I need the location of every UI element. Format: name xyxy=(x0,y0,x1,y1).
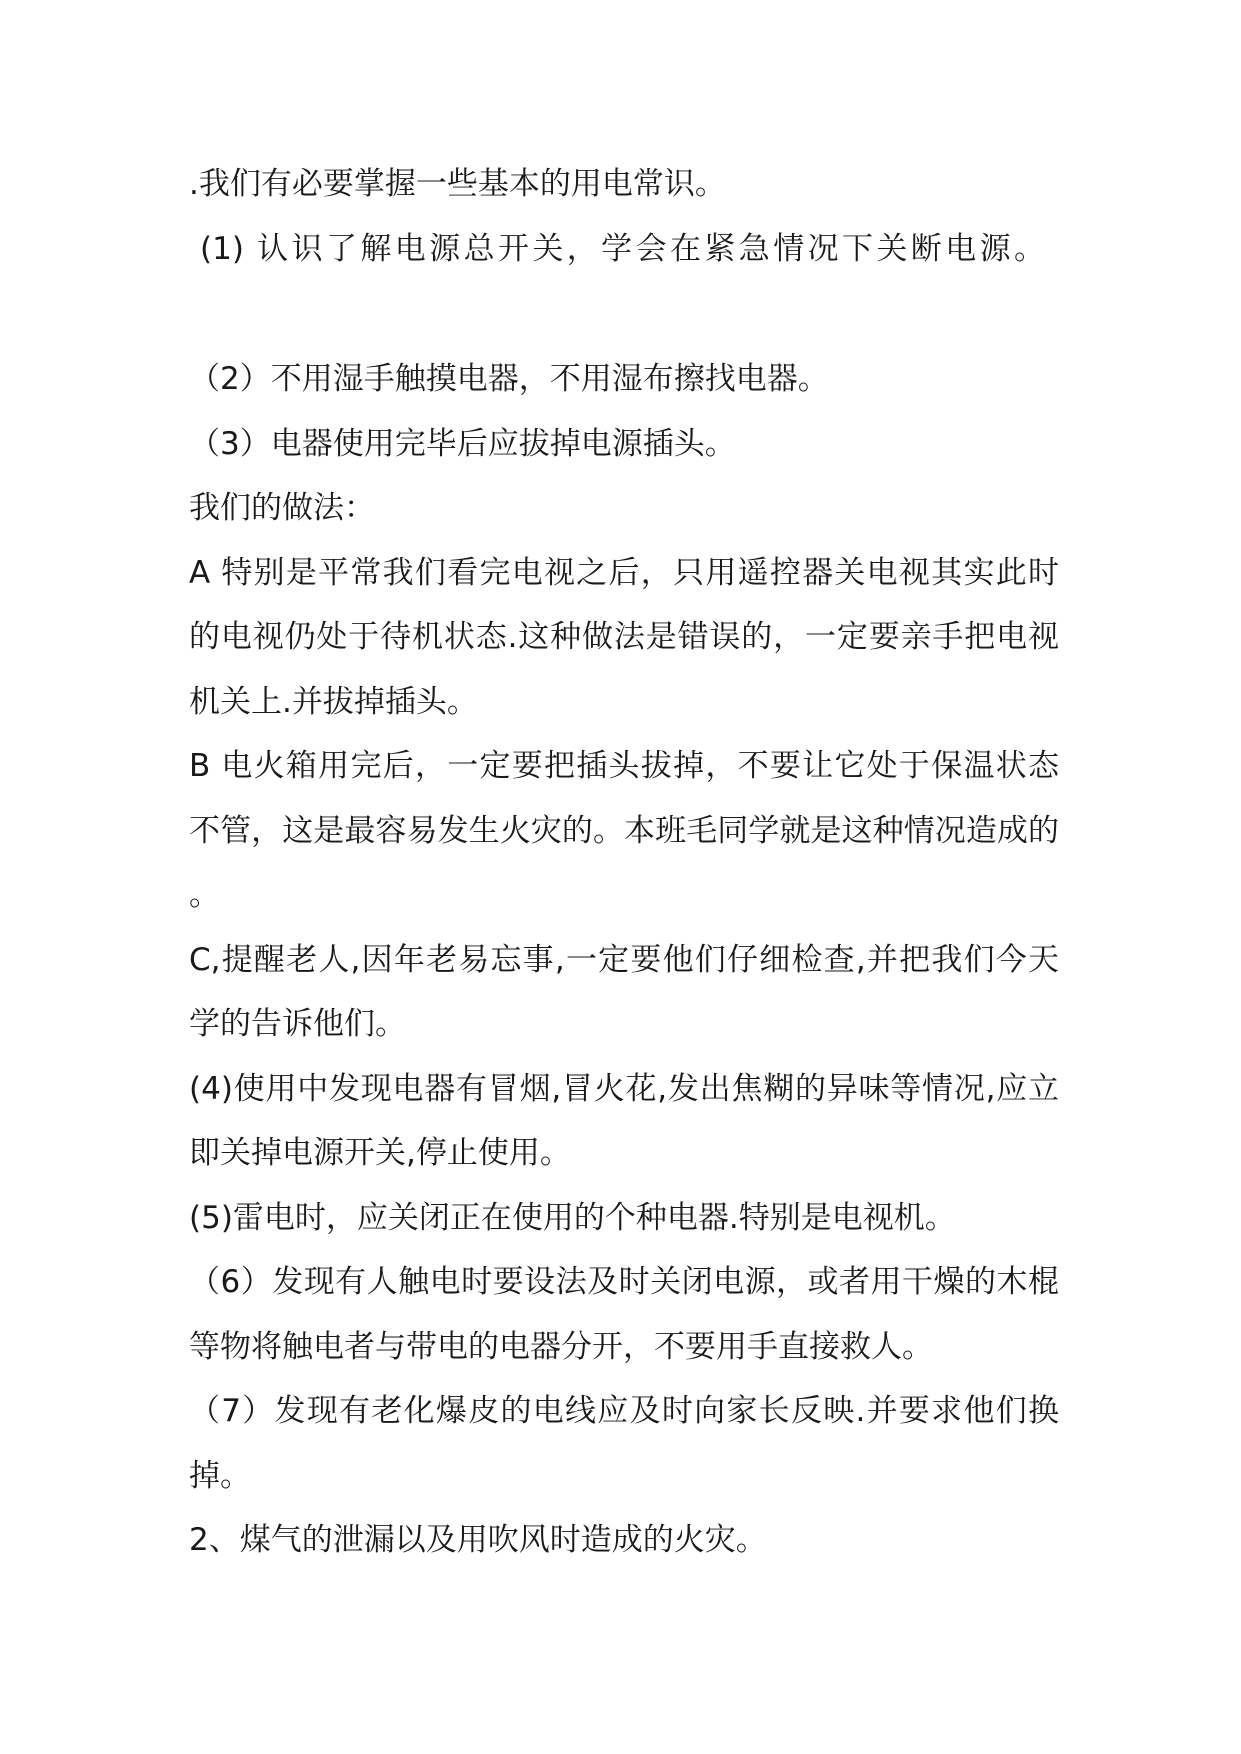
text-line-1: .我们有必要掌握一些基本的用电常识。 xyxy=(189,166,726,202)
text-line-17: （6）发现有人触电时要设法及时关闭电源，或者用干燥的木棍 xyxy=(189,1264,1059,1300)
text-line-4: （3）电器使用完毕后应拔掉电源插头。 xyxy=(189,426,736,462)
text-line-21: 2、煤气的泄漏以及用吹风时造成的火灾。 xyxy=(189,1522,767,1558)
text-line-10: 不管，这是最容易发生火灾的。本班毛同学就是这种情况造成的 xyxy=(189,813,1059,849)
text-line-15: 即关掉电源开关,停止使用。 xyxy=(189,1135,571,1171)
text-line-8: 机关上.并拔掉插头。 xyxy=(189,684,478,720)
text-line-9: B 电火箱用完后，一定要把插头拔掉，不要让它处于保温状态 xyxy=(189,748,1059,784)
text-line-2: (1) 认识了解电源总开关，学会在紧急情况下关断电源。 xyxy=(200,231,1045,267)
text-line-13: 学的告诉他们。 xyxy=(189,1006,406,1042)
text-line-3: （2）不用湿手触摸电器，不用湿布擦找电器。 xyxy=(189,361,829,397)
text-line-19: （7）发现有老化爆皮的电线应及时向家长反映.并要求他们换 xyxy=(189,1393,1059,1429)
text-line-5: 我们的做法： xyxy=(189,490,375,526)
text-line-16: (5)雷电时，应关闭正在使用的个种电器.特别是电视机。 xyxy=(189,1200,956,1236)
text-line-11: 。 xyxy=(189,877,220,913)
text-line-6: A 特别是平常我们看完电视之后，只用遥控器关电视其实此时 xyxy=(189,555,1059,591)
text-line-12: C,提醒老人,因年老易忘事,一定要他们仔细检查,并把我们今天 xyxy=(189,942,1059,978)
text-line-7: 的电视仍处于待机状态.这种做法是错误的，一定要亲手把电视 xyxy=(189,619,1059,655)
text-line-14: (4)使用中发现电器有冒烟,冒火花,发出焦糊的异味等情况,应立 xyxy=(189,1071,1059,1107)
text-line-20: 掉。 xyxy=(189,1458,251,1494)
text-line-18: 等物将触电者与带电的电器分开，不要用手直接救人。 xyxy=(189,1329,933,1365)
